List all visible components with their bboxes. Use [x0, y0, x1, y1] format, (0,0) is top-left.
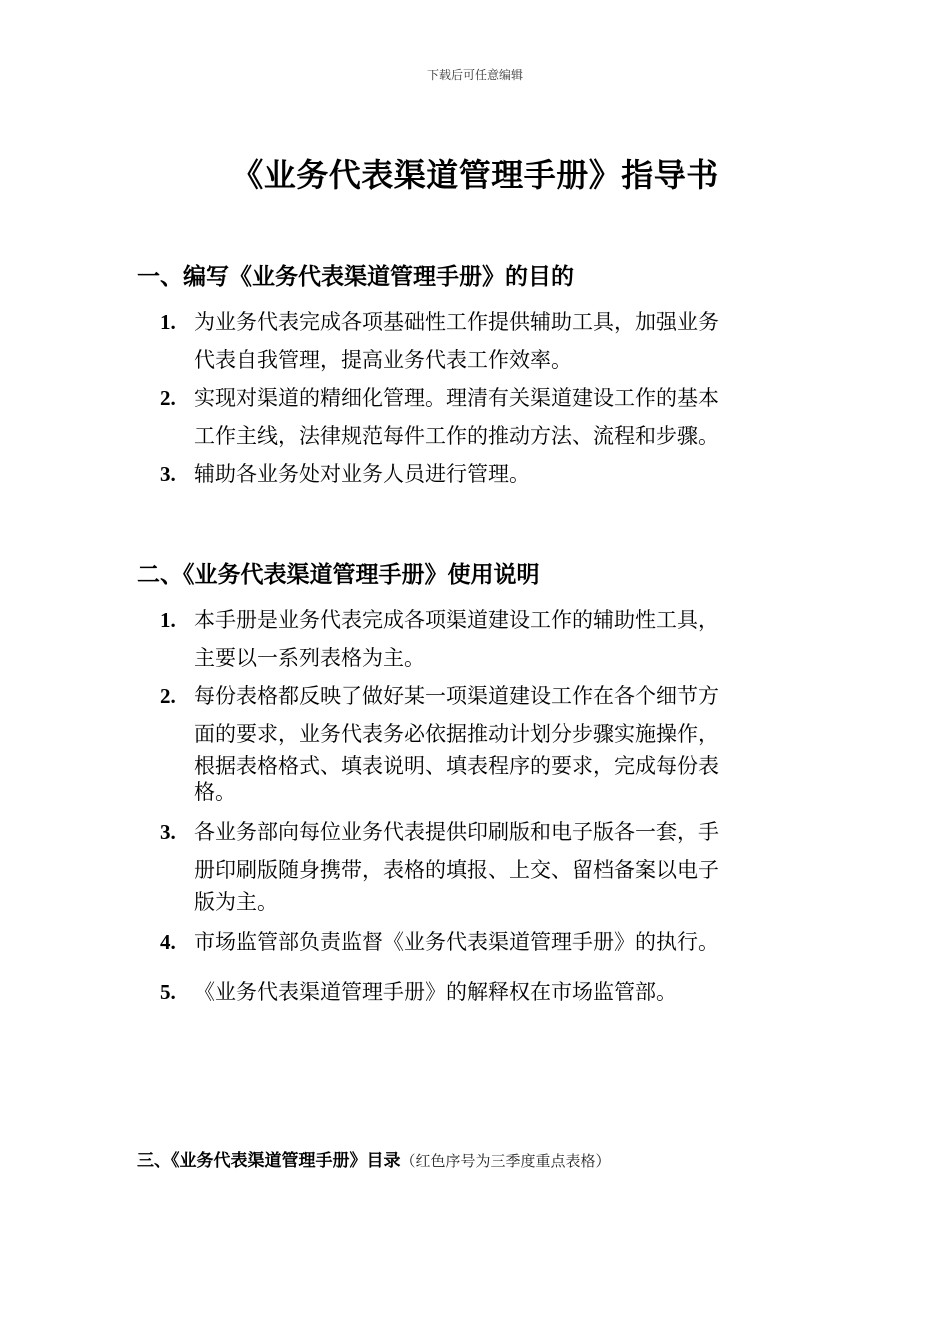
- section3-heading: 三、《业务代表渠道管理手册》目录: [137, 1151, 401, 1171]
- list-item: [150, 601, 815, 677]
- item-text-line: 主要以一系列表格为主。: [194, 646, 425, 670]
- item-text-line: 根据表格格式、填表说明、填表程序的要求，完成每份表: [194, 754, 719, 778]
- item-text-line: 实现对渠道的精细化管理。理清有关渠道建设工作的基本: [194, 386, 719, 410]
- item-number: 1.: [160, 310, 176, 334]
- section1-list: [150, 303, 815, 493]
- item-text-line: 市场监管部负责监督《业务代表渠道管理手册》的执行。: [194, 930, 719, 954]
- document-title: 《业务代表渠道管理手册》指导书: [231, 156, 719, 194]
- list-item: [150, 923, 815, 961]
- section2-list: [150, 601, 815, 1011]
- item-text-line: 代表自我管理，提高业务代表工作效率。: [194, 348, 572, 372]
- list-item: [150, 677, 815, 805]
- item-number: 3.: [160, 820, 176, 844]
- item-text-line: 版为主。: [194, 890, 278, 914]
- list-item: [150, 455, 815, 493]
- item-number: 4.: [160, 930, 176, 954]
- item-text-line: 各业务部向每位业务代表提供印刷版和电子版各一套，手: [194, 820, 719, 844]
- item-text-line: 《业务代表渠道管理手册》的解释权在市场监管部。: [194, 980, 677, 1004]
- item-text-line: 册印刷版随身携带，表格的填报、上交、留档备案以电子: [194, 858, 719, 882]
- section1-heading: 一、编写《业务代表渠道管理手册》的目的: [137, 264, 574, 290]
- item-text-line: 面的要求，业务代表务必依据推动计划分步骤实施操作，: [194, 722, 719, 746]
- list-item: [150, 303, 815, 379]
- item-text-line: 辅助各业务处对业务人员进行管理。: [194, 462, 530, 486]
- item-number: 2.: [160, 684, 176, 708]
- section3-heading-line: [137, 1146, 611, 1171]
- item-text-line: 每份表格都反映了做好某一项渠道建设工作在各个细节方: [194, 684, 719, 708]
- item-text-line: 工作主线，法律规范每件工作的推动方法、流程和步骤。: [194, 424, 719, 448]
- section3-note: （红色序号为三季度重点表格）: [400, 1152, 611, 1170]
- item-text-line: 格。: [194, 780, 236, 804]
- item-number: 2.: [160, 386, 176, 410]
- item-text-line: 本手册是业务代表完成各项渠道建设工作的辅助性工具，: [194, 608, 719, 632]
- item-text-line: 为业务代表完成各项基础性工作提供辅助工具，加强业务: [194, 310, 719, 334]
- list-item: [150, 973, 815, 1011]
- item-number: 1.: [160, 608, 176, 632]
- header-note: 下载后可任意编辑: [426, 68, 523, 82]
- list-item: [150, 379, 815, 455]
- item-number: 3.: [160, 462, 176, 486]
- item-number: 5.: [160, 980, 176, 1004]
- list-item: [150, 813, 815, 915]
- section2-heading: 二、《业务代表渠道管理手册》使用说明: [137, 562, 540, 588]
